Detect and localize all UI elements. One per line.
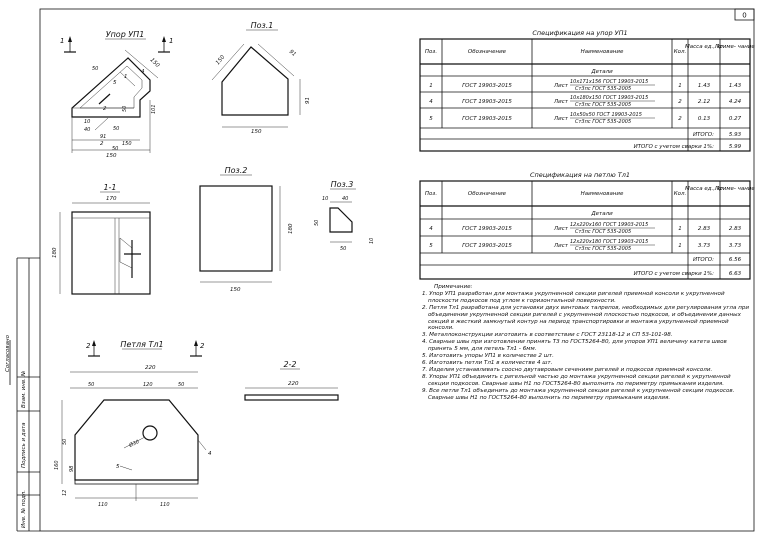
poz2-dim-2: 150 xyxy=(230,287,241,293)
note-item: 5. Изготовить упоры УП1 в количестве 2 шт. xyxy=(422,353,554,360)
petlya-dim-5: 50 xyxy=(62,438,68,445)
table1-title: Спецификация на упор УП1 xyxy=(532,29,628,37)
table2-total-label: ИТОГО: xyxy=(692,257,714,263)
table2-h-mass: Масса ед., кг xyxy=(685,186,723,192)
table2-row-pos: 5 xyxy=(429,243,433,249)
table2-h-doc: Обозначение xyxy=(467,191,507,197)
poz2-dim-1: 180 xyxy=(288,223,294,234)
table2-section: Детали xyxy=(591,211,613,217)
table2-h-pos: Поз. xyxy=(424,191,438,197)
spec-table-petlya xyxy=(420,171,755,279)
petlya-dim-hole: Ø30 xyxy=(128,439,141,449)
poz1-dim-1: 150 xyxy=(214,54,227,67)
table2-row-name-bot: Ст3пс ГОСТ 535-2005 xyxy=(575,246,632,252)
spec-table-upor xyxy=(420,29,755,151)
poz1-view xyxy=(212,21,311,135)
table1-row-doc: ГОСТ 19903-2015 xyxy=(462,116,512,122)
upor-dim-3: 101 xyxy=(151,104,157,114)
table1-row-pos: 1 xyxy=(429,83,433,89)
petlya-dim-9: 110 xyxy=(98,502,108,508)
note-item: 9. Все петли Тл1 объединить до монтажа укрупненной секции ригелей к укрупненной секции подкосов. Сварные швы Н1 по ГОСТ5264-80 выполнить по периметру примыкания изделия. xyxy=(422,387,735,401)
side-stamp xyxy=(5,258,40,531)
upor-dim-11: 150 xyxy=(122,141,132,147)
section-2-2 xyxy=(245,360,338,400)
section-2-2-dim: 220 xyxy=(288,381,299,387)
upor-view xyxy=(60,30,173,159)
petlya-mark-right: 2 xyxy=(200,342,205,350)
table2-row-name-top: 12х220х160 ГОСТ 19903-2015 xyxy=(570,222,649,228)
poz1-dim-4: 150 xyxy=(251,129,262,135)
table2-row-name-pre: Лист xyxy=(554,226,568,232)
section-2-2-plate xyxy=(245,395,338,400)
notes-block xyxy=(420,284,750,401)
table1-h-name: Наименование xyxy=(580,49,624,55)
table2-h-note: Приме- чание xyxy=(715,186,755,192)
table1-row-name-pre: Лист xyxy=(554,116,568,122)
stamp-replaced: Взам. инв. № xyxy=(21,370,27,408)
petlya-leader-4: 4 xyxy=(208,451,212,457)
table2-h-qty: Кол. xyxy=(673,191,687,197)
upor-leader-1: 1 xyxy=(124,74,128,80)
table2-row-doc: ГОСТ 19903-2015 xyxy=(462,226,512,232)
table1-h-doc: Обозначение xyxy=(467,49,507,55)
table2-h-name: Наименование xyxy=(580,191,624,197)
petlya-dim-7: 98 xyxy=(69,465,75,472)
table1-row-name-bot: Ст3пс ГОСТ 535-2005 xyxy=(575,86,632,92)
table1-row-pos: 5 xyxy=(429,116,433,122)
table2-row-qty: 1 xyxy=(678,226,682,232)
table2-row xyxy=(429,222,741,235)
section-1-1-dim-1: 170 xyxy=(106,196,117,202)
poz3-dim-3: 50 xyxy=(314,219,320,226)
upor-dim-6: 10 xyxy=(84,119,91,125)
upor-mark-left: 1 xyxy=(60,37,65,45)
table1-h-qty: Кол. xyxy=(673,49,687,55)
petlya-dim-10: 110 xyxy=(160,502,170,508)
poz3-dim-5: 50 xyxy=(340,246,347,252)
petlya-mark-left: 2 xyxy=(86,342,91,350)
table1-row xyxy=(429,95,741,108)
petlya-leader-5: 5 xyxy=(116,464,120,470)
table1-row-pos: 4 xyxy=(429,99,433,105)
table1-weld-label: ИТОГО с учетом сварки 1%: xyxy=(633,144,714,150)
note-item: 7. Изделия устанавливать соосно двутавровым сечениям ригелей и подкосов приемной консоли. xyxy=(422,366,713,373)
table1-row-qty: 2 xyxy=(678,116,682,122)
section-1-1 xyxy=(52,183,150,294)
upor-dim-10: 50 xyxy=(112,146,119,152)
notes-header: Примечание: xyxy=(434,284,473,290)
table2-title: Спецификация на петлю Тл1 xyxy=(529,171,631,179)
table1-row-mass: 0.13 xyxy=(697,116,711,122)
table1-row xyxy=(429,112,741,125)
petlya-dim-1: 220 xyxy=(145,365,156,371)
table2-weld-total: 6.63 xyxy=(728,271,742,277)
table1-row-mass: 2.12 xyxy=(697,99,711,105)
petlya-view xyxy=(54,340,212,508)
note-item: 1. Упор УП1 разработан для монтажа укрупненной секции ригелей приемной консоли к укрупненной плоскости подкосов под углом к горизонтальной поверхности. xyxy=(422,290,725,304)
poz3-title: Поз.3 xyxy=(330,180,354,189)
table2-row-name-bot: Ст3пс ГОСТ 535-2005 xyxy=(575,229,632,235)
table1-row-note: 0.27 xyxy=(728,116,742,122)
section-1-1-dim-2: 180 xyxy=(52,247,58,258)
note-item: 6. Изготовить петли Тл1 в количестве 4 шт. xyxy=(422,359,553,366)
table2-row-qty: 1 xyxy=(678,243,682,249)
table2-row-note: 3.73 xyxy=(728,243,742,249)
stamp-box-text: 0 xyxy=(742,11,747,20)
table1-row-name-bot: Ст3пс ГОСТ 535-2005 xyxy=(575,119,632,125)
table1-row-doc: ГОСТ 19903-2015 xyxy=(462,99,512,105)
table1-row-name-top: 10х171х156 ГОСТ 19903-2015 xyxy=(570,79,649,85)
poz3-dim-2: 40 xyxy=(342,196,349,202)
poz1-outline xyxy=(222,47,288,115)
table1-row-qty: 2 xyxy=(678,99,682,105)
table2-row xyxy=(429,239,741,252)
table2-row-doc: ГОСТ 19903-2015 xyxy=(462,243,512,249)
table1-section: Детали xyxy=(591,69,613,75)
petlya-dim-2: 50 xyxy=(88,382,95,388)
table1-row-name-top: 10х50х50 ГОСТ 19903-2015 xyxy=(570,112,642,118)
upor-dim-1: 150 xyxy=(148,57,161,69)
upor-dim-9: 91 xyxy=(100,134,107,140)
stamp-sign-date: Подпись и дата xyxy=(21,422,27,468)
poz1-title: Поз.1 xyxy=(250,21,274,30)
poz3-view xyxy=(314,180,375,252)
section-1-1-outline xyxy=(72,212,150,294)
table1-row-note: 4.24 xyxy=(728,99,742,105)
petlya-title: Петля Тл1 xyxy=(120,340,164,349)
upor-leader-2a: 2 xyxy=(100,141,104,147)
poz1-dim-2: 91 xyxy=(287,48,297,59)
petlya-dim-3: 120 xyxy=(143,382,153,388)
table1-total-label: ИТОГО: xyxy=(692,132,714,138)
table1-total: 5.93 xyxy=(728,132,742,138)
table2-total: 6.56 xyxy=(728,257,742,263)
petlya-dim-8: 12 xyxy=(62,489,68,496)
petlya-dim-4: 50 xyxy=(178,382,185,388)
table2-row-note: 2.83 xyxy=(728,226,742,232)
table1-weld-total: 5.99 xyxy=(728,144,742,150)
table1-row-name-top: 10х180х150 ГОСТ 19903-2015 xyxy=(570,95,649,101)
poz3-dim-4: 10 xyxy=(369,237,375,244)
table1-h-mass: Масса ед., кг xyxy=(685,44,723,50)
stamp-inv: Инв. № подл. xyxy=(21,490,27,528)
upor-leader-5: 5 xyxy=(113,80,117,86)
table1-row-qty: 1 xyxy=(678,83,682,89)
table1-row-mass: 1.43 xyxy=(697,83,711,89)
upor-title: Упор УП1 xyxy=(105,30,145,39)
note-item: 3. Металлоконструкции изготовить в соответствии с ГОСТ 23118-12 и СП 53-101-98. xyxy=(422,332,673,339)
upor-leader-2b: 2 xyxy=(103,106,107,112)
petlya-dim-6: 160 xyxy=(54,460,60,470)
petlya-hole xyxy=(143,426,157,440)
table2-row-pos: 4 xyxy=(429,226,433,232)
table1-row-doc: ГОСТ 19903-2015 xyxy=(462,83,512,89)
poz3-dim-1: 10 xyxy=(322,196,329,202)
section-2-2-title: 2-2 xyxy=(283,360,297,369)
table2-row-mass: 2.83 xyxy=(697,226,711,232)
note-item: 8. Упоры УП1 объединить с ригельной частью до монтажа укрупненной секции ригелей к укрупненной секции подкосов. Сварные швы Н1 по ГОСТ5264-80 выполнить по периметру примыкания изделия. xyxy=(422,373,731,387)
upor-dim-5: 40 xyxy=(84,127,91,133)
stamp-agreed: Согласовано xyxy=(5,335,11,372)
poz2-view xyxy=(200,166,294,293)
poz2-outline xyxy=(200,186,272,271)
table2-row-name-top: 12х220х180 ГОСТ 19903-2015 xyxy=(570,239,649,245)
table2-weld-label: ИТОГО с учетом сварки 1%: xyxy=(633,271,714,277)
upor-dim-8: 150 xyxy=(106,153,117,159)
table1-row xyxy=(429,79,741,92)
poz3-outline xyxy=(330,208,352,232)
note-item: 2. Петля Тл1 разработана для установки двух винтовых талрепов, необходимых для регулирования угла при объединении укрупненной секции ригелей с укрупненной плоскостью подкосов, и объединения данных секций в жесткий замкнутый контур на период транспортировки и монтажа укрупненной приемной консоли. xyxy=(422,304,750,332)
note-item: 4. Сварные швы при изготовлении принять Т3 по ГОСТ5264-80, для упоров УП1 величину катета швов принять 5 мм, для петель Тл1 - 6мм. xyxy=(422,339,727,353)
poz2-title: Поз.2 xyxy=(224,166,248,175)
upor-mark-right: 1 xyxy=(169,37,174,45)
section-1-1-title: 1-1 xyxy=(103,183,117,192)
table2-row-name-pre: Лист xyxy=(554,243,568,249)
table1-h-note: Приме- чание xyxy=(715,44,755,50)
poz1-dim-3: 91 xyxy=(305,97,311,104)
upor-dim-4: 50 xyxy=(122,105,128,112)
upor-dim-2: 50 xyxy=(92,66,99,72)
table2-row-mass: 3.73 xyxy=(697,243,711,249)
table1-row-name-bot: Ст3пс ГОСТ 535-2005 xyxy=(575,102,632,108)
sheet-border xyxy=(40,9,754,531)
table1-row-name-pre: Лист xyxy=(554,99,568,105)
table1-h-pos: Поз. xyxy=(424,49,438,55)
upor-leader-4: 4 xyxy=(141,69,145,75)
table1-row-note: 1.43 xyxy=(728,83,742,89)
upor-dim-7: 50 xyxy=(113,126,120,132)
table1-row-name-pre: Лист xyxy=(554,83,568,89)
